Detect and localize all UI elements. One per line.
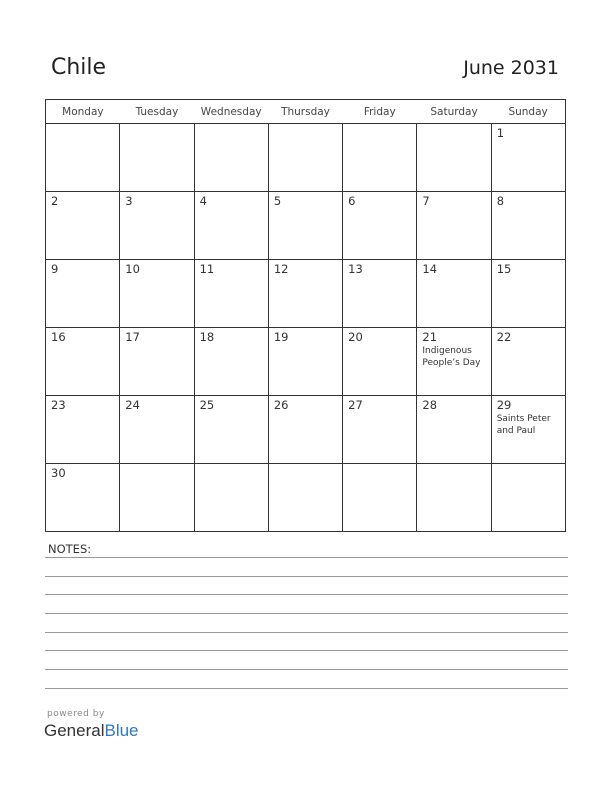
day-cell[interactable] bbox=[268, 328, 342, 396]
calendar-grid bbox=[45, 99, 566, 532]
day-number: 13 bbox=[348, 262, 363, 276]
day-cell[interactable] bbox=[491, 260, 565, 328]
day-cell[interactable] bbox=[194, 192, 268, 260]
holiday-label: Saints Peter and Paul bbox=[496, 414, 551, 436]
logo-general-text: General bbox=[44, 721, 105, 740]
note-line bbox=[45, 669, 568, 670]
day-number: 7 bbox=[422, 194, 430, 208]
day-number: 3 bbox=[125, 194, 133, 208]
powered-by-text: powered by bbox=[47, 709, 105, 719]
month-year-title: June 2031 bbox=[463, 57, 559, 79]
day-number: 20 bbox=[348, 330, 363, 344]
day-number: 25 bbox=[199, 398, 215, 412]
day-number: 17 bbox=[125, 330, 140, 344]
day-number: 1 bbox=[496, 126, 505, 140]
weekday-header: Thursday bbox=[268, 100, 342, 124]
day-cell[interactable] bbox=[46, 192, 120, 260]
day-cell[interactable] bbox=[120, 192, 194, 260]
day-number: 5 bbox=[273, 194, 282, 208]
day-number: 4 bbox=[199, 194, 207, 208]
holiday-label: Indigenous People’s Day bbox=[422, 346, 481, 368]
generalblue-logo[interactable] bbox=[44, 721, 139, 741]
day-cell[interactable] bbox=[417, 396, 491, 464]
note-line bbox=[45, 632, 568, 633]
day-cell[interactable] bbox=[417, 260, 491, 328]
day-number: 19 bbox=[273, 330, 289, 344]
week-row bbox=[46, 260, 566, 328]
day-cell[interactable] bbox=[417, 464, 491, 532]
day-number: 26 bbox=[273, 398, 289, 412]
note-line bbox=[45, 650, 568, 651]
weekday-header: Friday bbox=[343, 100, 417, 124]
day-cell[interactable] bbox=[343, 396, 417, 464]
day-cell[interactable] bbox=[417, 192, 491, 260]
day-cell[interactable] bbox=[491, 192, 565, 260]
day-number: 2 bbox=[51, 194, 59, 208]
day-cell[interactable] bbox=[417, 124, 491, 192]
weekday-header: Tuesday bbox=[120, 100, 194, 124]
day-number: 10 bbox=[125, 262, 140, 276]
day-cell[interactable] bbox=[120, 260, 194, 328]
day-number: 8 bbox=[496, 194, 505, 208]
day-cell[interactable] bbox=[491, 464, 565, 532]
day-cell[interactable] bbox=[343, 464, 417, 532]
day-cell[interactable] bbox=[268, 396, 342, 464]
day-number: 30 bbox=[51, 466, 66, 480]
day-number: 21 bbox=[422, 330, 438, 344]
day-cell[interactable] bbox=[491, 396, 565, 464]
day-cell[interactable] bbox=[46, 260, 120, 328]
day-number: 15 bbox=[496, 262, 512, 276]
day-number: 22 bbox=[496, 330, 512, 344]
day-cell[interactable] bbox=[46, 396, 120, 464]
day-cell[interactable] bbox=[46, 464, 120, 532]
day-cell[interactable] bbox=[194, 464, 268, 532]
weekday-header: Saturday bbox=[417, 100, 491, 124]
day-number: 9 bbox=[51, 262, 59, 276]
day-cell[interactable] bbox=[417, 328, 491, 396]
day-cell[interactable] bbox=[120, 396, 194, 464]
day-number: 24 bbox=[125, 398, 140, 412]
note-line bbox=[45, 613, 568, 614]
day-cell[interactable] bbox=[194, 260, 268, 328]
day-cell[interactable] bbox=[491, 124, 565, 192]
day-cell[interactable] bbox=[268, 124, 342, 192]
week-row bbox=[46, 124, 566, 192]
country-title: Chile bbox=[51, 55, 107, 80]
day-cell[interactable] bbox=[194, 328, 268, 396]
day-cell[interactable] bbox=[268, 464, 342, 532]
note-line bbox=[45, 594, 568, 595]
day-cell[interactable] bbox=[343, 328, 417, 396]
logo-blue-text: Blue bbox=[104, 721, 139, 740]
week-row bbox=[46, 464, 566, 532]
day-number: 12 bbox=[273, 262, 289, 276]
weekday-header-row bbox=[46, 100, 566, 124]
day-cell[interactable] bbox=[343, 260, 417, 328]
day-number: 16 bbox=[51, 330, 66, 344]
week-row bbox=[46, 328, 566, 396]
weekday-header: Monday bbox=[46, 100, 120, 124]
week-row bbox=[46, 192, 566, 260]
day-cell[interactable] bbox=[120, 124, 194, 192]
note-line bbox=[45, 576, 568, 577]
notes-label: NOTES: bbox=[48, 542, 92, 556]
day-number: 18 bbox=[199, 330, 215, 344]
day-cell[interactable] bbox=[268, 260, 342, 328]
day-cell[interactable] bbox=[343, 192, 417, 260]
day-cell[interactable] bbox=[46, 328, 120, 396]
weekday-header: Sunday bbox=[491, 100, 565, 124]
day-cell[interactable] bbox=[46, 124, 120, 192]
day-cell[interactable] bbox=[194, 124, 268, 192]
week-row bbox=[46, 396, 566, 464]
day-number: 14 bbox=[422, 262, 438, 276]
day-cell[interactable] bbox=[343, 124, 417, 192]
note-line bbox=[45, 557, 568, 558]
day-cell[interactable] bbox=[268, 192, 342, 260]
day-cell[interactable] bbox=[120, 328, 194, 396]
day-number: 28 bbox=[422, 398, 438, 412]
day-number: 11 bbox=[199, 262, 215, 276]
day-cell[interactable] bbox=[120, 464, 194, 532]
day-number: 6 bbox=[348, 194, 356, 208]
day-number: 29 bbox=[496, 398, 512, 412]
day-cell[interactable] bbox=[491, 328, 565, 396]
day-cell[interactable] bbox=[194, 396, 268, 464]
weekday-header: Wednesday bbox=[194, 100, 268, 124]
day-number: 23 bbox=[51, 398, 66, 412]
day-number: 27 bbox=[348, 398, 363, 412]
note-line bbox=[45, 688, 568, 689]
